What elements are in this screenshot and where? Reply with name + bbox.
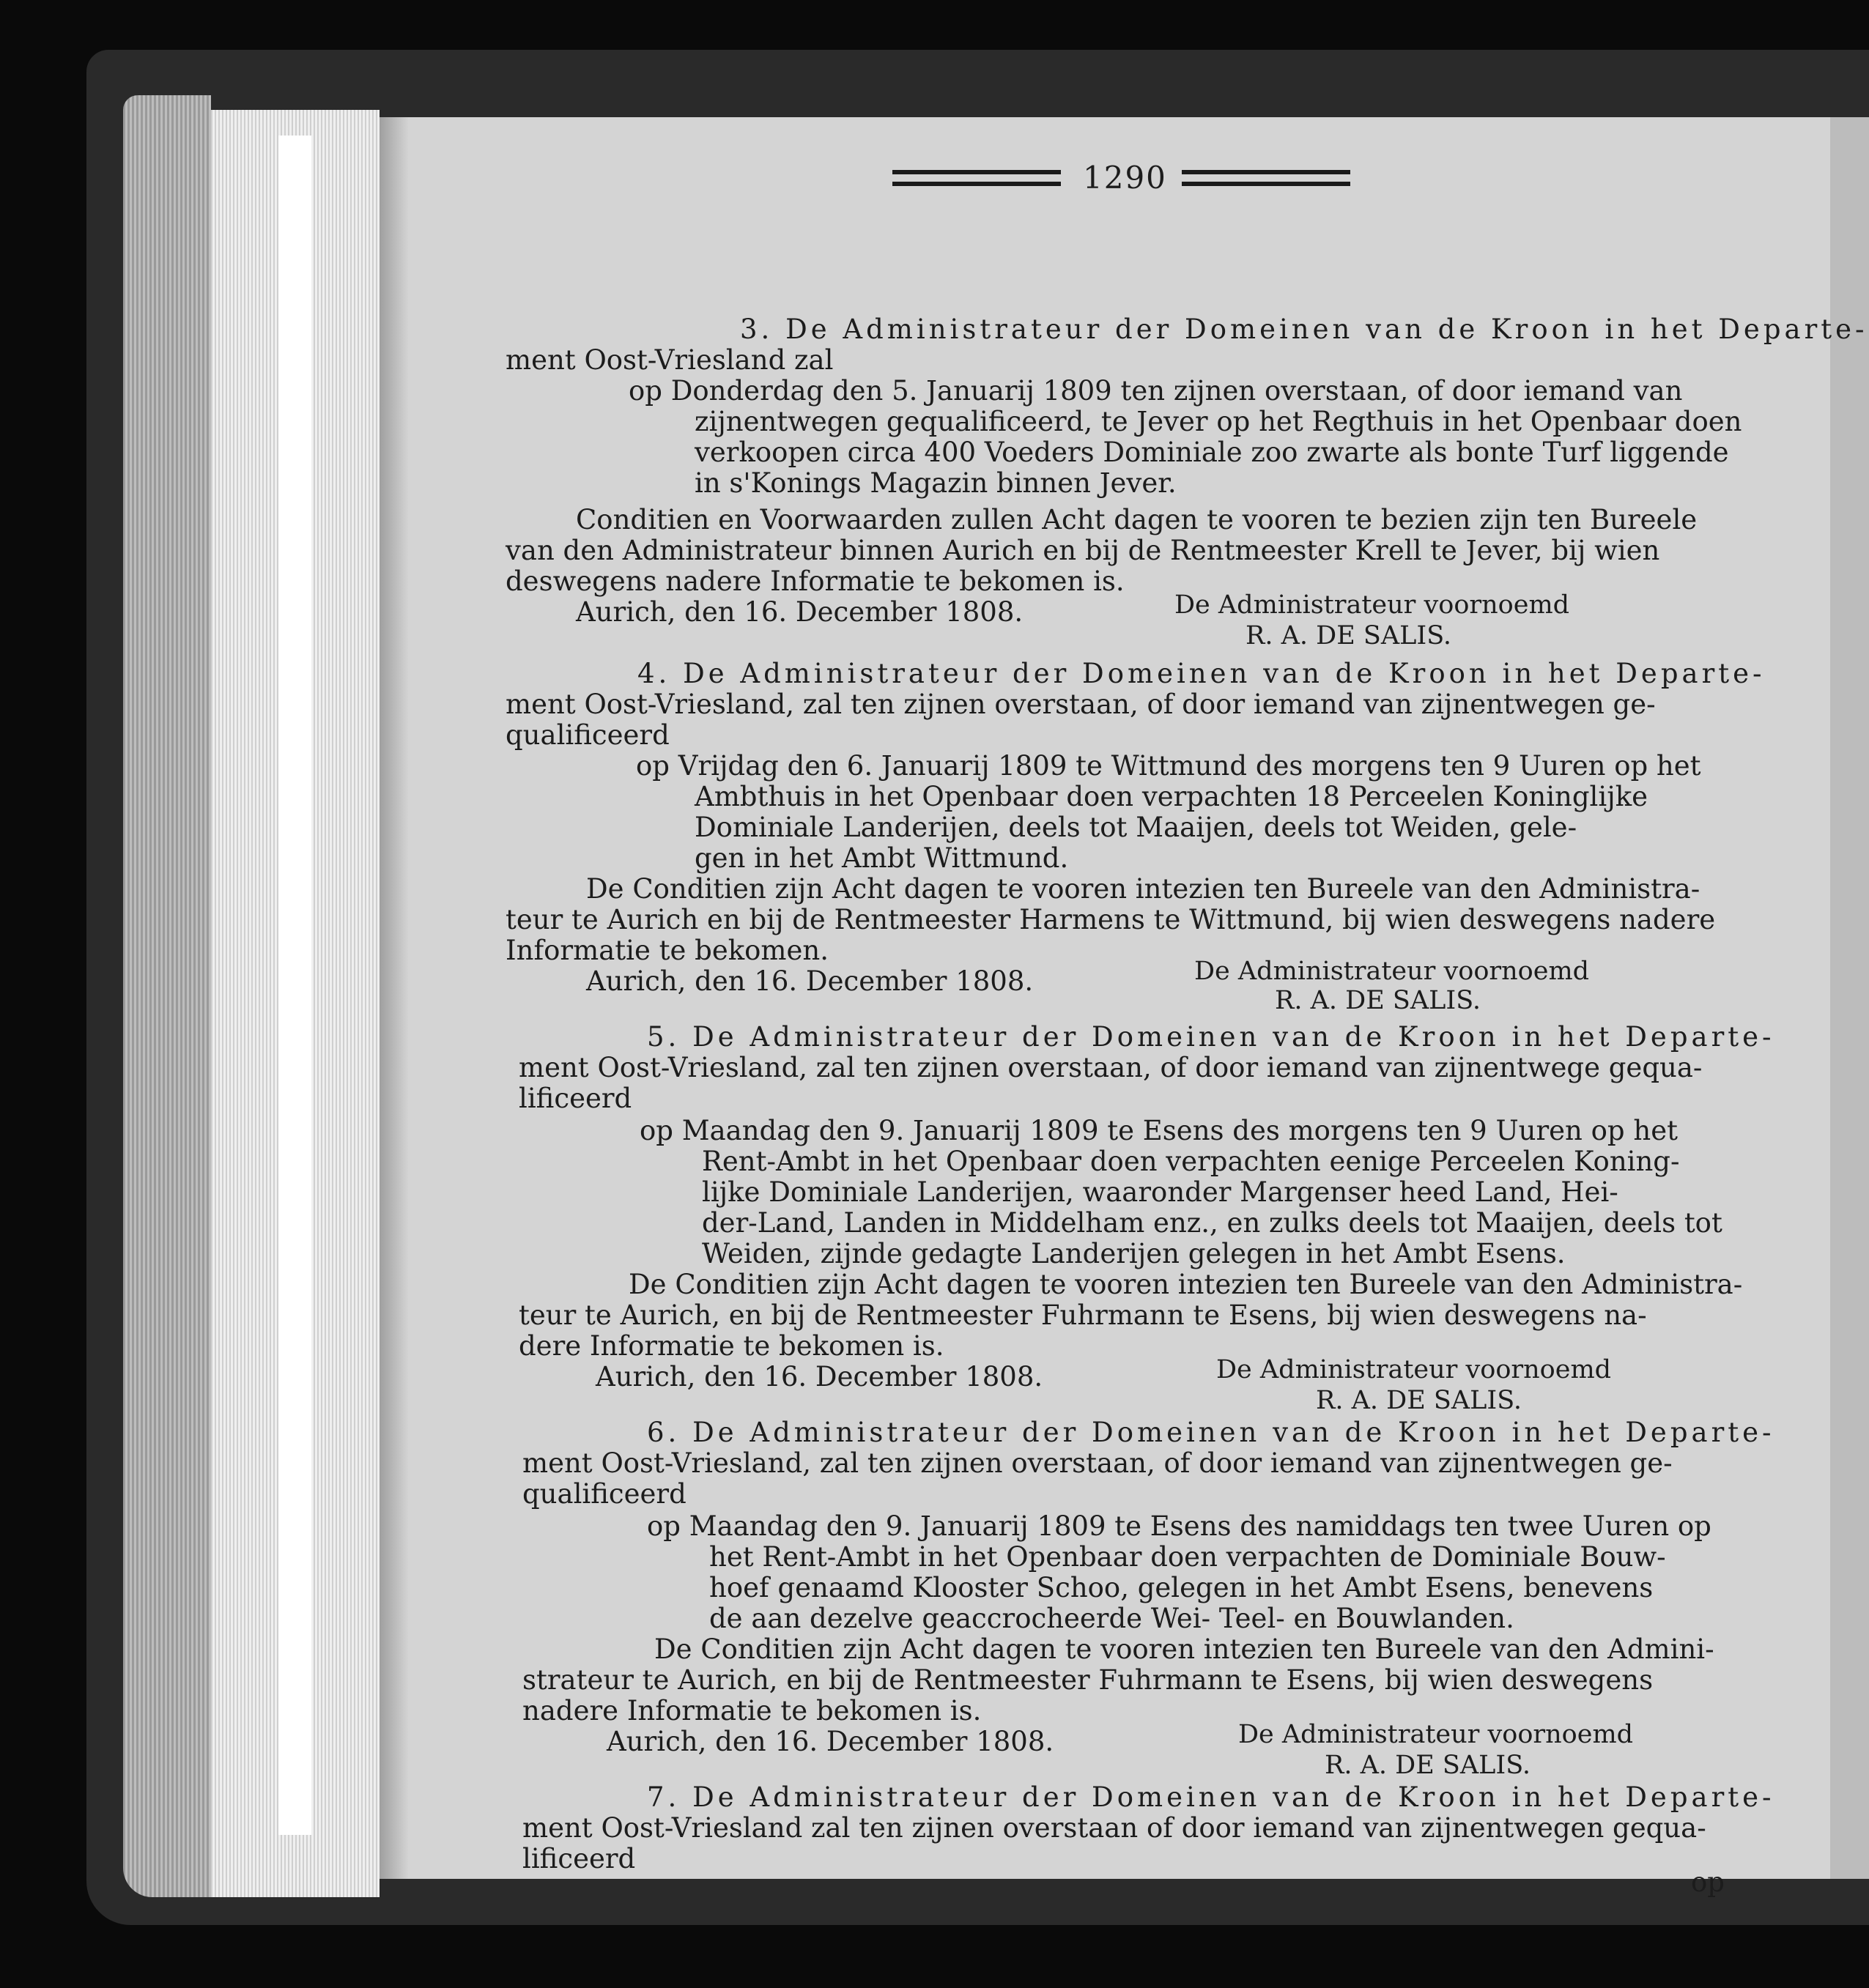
text-line: De Conditien zijn Acht dagen te vooren intezien ten Bureele van den Admini- [654,1633,1714,1665]
text-line: De Administrateur voornoemd [1174,590,1570,620]
text-line: Dominiale Landerijen, deels tot Maaijen, deels tot Weiden, gele- [695,812,1577,843]
page-edge-highlight [278,136,311,1835]
text-line: strateur te Aurich, en bij de Rentmeester Fuhrmann te Esens, bij wien deswegens [522,1664,1654,1696]
page-number: 1290 [1083,160,1167,196]
gutter-shadow [380,117,409,1879]
page-header [380,160,1830,204]
text-line: 6. De Administrateur der Domeinen van de Kroon in het Departe- [647,1417,1775,1448]
text-line: verkoopen circa 400 Voeders Dominiale zoo zwarte als bonte Turf liggende [695,437,1729,468]
text-line: ment Oost-Vriesland, zal ten zijnen overstaan, of door iemand van zijnentwegen ge- [522,1447,1673,1479]
text-line: van den Administrateur binnen Aurich en bij de Rentmeester Krell te Jever, bij wien [506,535,1660,566]
text-line: der-Land, Landen in Middelham enz., en zulks deels tot Maaijen, deels tot [702,1207,1722,1239]
text-line: De Conditien zijn Acht dagen te vooren intezien ten Bureele van den Administra- [586,873,1700,905]
text-line: 4. De Administrateur der Domeinen van de Kroon in het Departe- [637,658,1766,689]
text-line: Aurich, den 16. December 1808. [576,596,1024,628]
text-line: Aurich, den 16. December 1808. [586,965,1034,997]
text-line: 5. De Administrateur der Domeinen van de Kroon in het Departe- [647,1021,1775,1053]
text-line: qualificeerd [506,719,670,751]
header-rule-right [1182,170,1350,186]
text-line: R. A. DE SALIS. [1325,1751,1531,1780]
text-line: Weiden, zijnde gedagte Landerijen gelegen in het Ambt Esens. [702,1238,1566,1269]
printed-page [380,117,1868,1898]
text-line: qualificeerd [522,1478,686,1510]
text-line: ment Oost-Vriesland, zal ten zijnen overstaan, of door iemand van zijnentwegen ge- [506,689,1656,720]
text-line: deswegens nadere Informatie te bekomen is. [506,565,1125,597]
text-line: gen in het Ambt Wittmund. [695,842,1069,874]
text-line: De Administrateur voornoemd [1238,1720,1634,1749]
text-line: R. A. DE SALIS. [1246,621,1452,650]
text-line: lificeerd [519,1083,632,1114]
text-line: Informatie te bekomen. [506,935,829,966]
facing-page [1830,117,1869,1879]
text-line: dere Informatie te bekomen is. [519,1330,944,1362]
text-line: ment Oost-Vriesland zal [506,344,834,376]
text-line: ment Oost-Vriesland zal ten zijnen overstaan of door iemand van zijnentwegen gequa- [522,1812,1706,1844]
text-line: Ambthuis in het Openbaar doen verpachten 18 Perceelen Koninglijke [695,781,1648,812]
header-rule-left [892,170,1061,186]
text-line: het Rent-Ambt in het Openbaar doen verpachten de Dominiale Bouw- [709,1541,1666,1573]
text-line: op Maandag den 9. Januarij 1809 te Esens des morgens ten 9 Uuren op het [640,1115,1678,1146]
text-line: lificeerd [522,1843,636,1874]
text-line: De Administrateur voornoemd [1216,1355,1612,1384]
text-line: de aan dezelve geaccrocheerde Wei- Teel- en Bouwlanden. [709,1603,1514,1634]
text-line: teur te Aurich, en bij de Rentmeester Fuhrmann te Esens, bij wien deswegens na- [519,1299,1647,1331]
text-line: De Administrateur voornoemd [1194,957,1590,986]
book-spine-edge [123,95,211,1897]
text-line: op [1691,1866,1725,1898]
text-line: op Donderdag den 5. Januarij 1809 ten zijnen overstaan, of door iemand van [629,375,1683,407]
text-line: nadere Informatie te bekomen is. [522,1695,982,1726]
text-line: De Conditien zijn Acht dagen te vooren intezien ten Bureele van den Administra- [629,1269,1743,1300]
text-line: Aurich, den 16. December 1808. [607,1726,1054,1757]
text-line: in s'Konings Magazin binnen Jever. [695,467,1177,499]
text-line: Aurich, den 16. December 1808. [596,1361,1043,1392]
text-line: Conditien en Voorwaarden zullen Acht dagen te vooren te bezien zijn ten Bureele [576,504,1698,535]
text-line: R. A. DE SALIS. [1275,986,1481,1015]
text-line: R. A. DE SALIS. [1316,1386,1522,1415]
text-line: op Maandag den 9. Januarij 1809 te Esens des namiddags ten twee Uuren op [647,1510,1711,1542]
text-line: lijke Dominiale Landerijen, waaronder Margenser heed Land, Hei- [702,1176,1618,1208]
text-line: ment Oost-Vriesland, zal ten zijnen overstaan, of door iemand van zijnentwege gequa- [519,1052,1703,1083]
text-line: hoef genaamd Klooster Schoo, gelegen in het Ambt Esens, benevens [709,1572,1654,1603]
text-line: op Vrijdag den 6. Januarij 1809 te Wittmund des morgens ten 9 Uuren op het [636,750,1701,782]
text-line: 7. De Administrateur der Domeinen van de Kroon in het Departe- [647,1781,1775,1813]
text-line: zijnentwegen gequalificeerd, te Jever op het Regthuis in het Openbaar doen [695,406,1742,437]
text-line: Rent-Ambt in het Openbaar doen verpachten eenige Perceelen Koning- [702,1146,1680,1177]
text-line: teur te Aurich en bij de Rentmeester Harmens te Wittmund, bij wien deswegens nadere [506,904,1716,935]
text-line: 3. De Administrateur der Domeinen van de Kroon in het Departe- [740,314,1868,345]
